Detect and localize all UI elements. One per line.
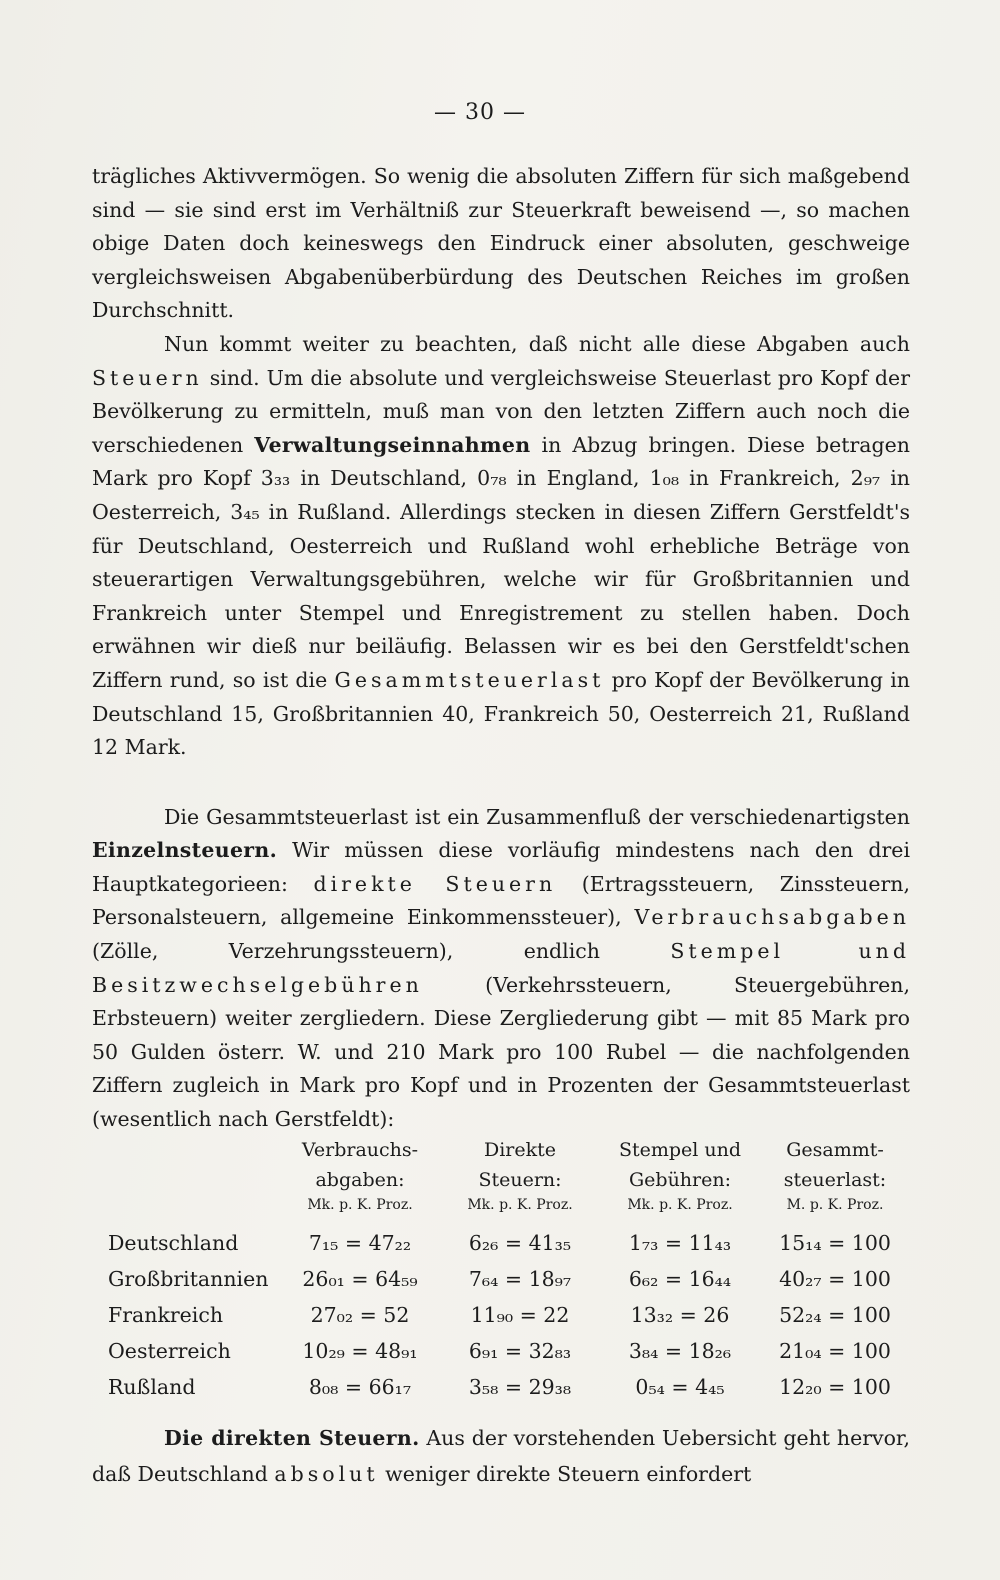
row-value: 21₀₄ = 100 <box>779 1339 891 1363</box>
table-header-row <box>100 1135 910 1197</box>
text-run: Aus der vorstehenden Uebersicht geht hervor, daß Deutschland <box>92 1426 910 1486</box>
row-country: Deutschland <box>108 1231 239 1255</box>
tax-table <box>100 1135 910 1405</box>
table-header: Verbrauchs-abgaben: <box>301 1139 419 1191</box>
row-country: Großbritannien <box>108 1267 269 1291</box>
table-header: Direkte Steuern: <box>478 1139 562 1191</box>
row-value: 0₅₄ = 4₄₅ <box>635 1375 725 1399</box>
spaced-emphasis: Stempel und Besitzwechselgebühren <box>92 939 910 997</box>
row-value: 40₂₇ = 100 <box>779 1267 891 1291</box>
row-value: 11₉₀ = 22 <box>470 1303 570 1327</box>
spaced-emphasis: Gesammtsteuerlast <box>334 667 605 692</box>
text-run: Die Gesammtsteuerlast ist ein Zusammenfluß der verschiedenartigsten <box>164 804 910 829</box>
row-value: 7₁₅ = 47₂₂ <box>308 1231 412 1255</box>
text-run: sind. Um die absolute und vergleichsweise Steuerlast pro Kopf der Bevölkerung zu ermitteln, muß man von den letzten Ziffern auch noch die verschiedenen <box>92 365 910 457</box>
table-row <box>100 1261 910 1297</box>
page-number: — 30 — <box>434 100 526 125</box>
row-value: 13₃₂ = 26 <box>630 1303 730 1327</box>
row-value: 3₈₄ = 18₂₆ <box>628 1339 732 1363</box>
row-country: Oesterreich <box>108 1339 231 1363</box>
paragraph-1: trägliches Aktivvermögen. So wenig die absoluten Ziffern für sich maßgebend sind — sie sind erst im Verhältniß zur Steuerkraft beweisend —, so machen obige Daten doch keineswegs den Eindruck einer absoluten, geschweige vergleichsweisen Abgabenüberbürdung des Deutschen Reiches im großen Durchschnitt. <box>92 164 910 323</box>
table-row <box>100 1297 910 1333</box>
bold-emphasis: Einzelnsteuern. <box>92 838 278 863</box>
text-run: (Zölle, Verzehrungssteuern), endlich <box>92 939 600 964</box>
paragraph-3 <box>92 801 910 1137</box>
table-header: Gesammt-steuerlast: <box>783 1139 887 1191</box>
text-run: Nun kommt weiter zu beachten, daß nicht alle diese Abgaben auch <box>164 331 910 356</box>
table-row <box>100 1333 910 1369</box>
text-run: pro Kopf der Bevölkerung in Deutschland 15, Großbritannien 40, Frankreich 50, Oesterreich 21, Rußland 12 Mark. <box>92 667 910 760</box>
row-value: 26₀₁ = 64₅₉ <box>302 1267 418 1291</box>
text-run: Wir müssen diese vorläufig mindestens nach den drei Hauptkategorieen: <box>92 838 910 896</box>
spaced-emphasis: Steuern <box>92 365 203 390</box>
bold-emphasis: Verwaltungseinnahmen <box>254 432 531 457</box>
row-value: 27₀₂ = 52 <box>310 1303 410 1327</box>
row-value: 6₉₁ = 32₈₃ <box>468 1339 572 1363</box>
body-text <box>92 160 910 1137</box>
table-units-row <box>100 1197 910 1225</box>
row-value: 15₁₄ = 100 <box>779 1231 891 1255</box>
table-unit: Mk. p. K. Proz. <box>627 1197 733 1213</box>
spaced-emphasis: absolut <box>274 1462 379 1486</box>
text-run: weniger direkte Steuern einfordert <box>385 1462 752 1486</box>
table-header: Stempel und Gebühren: <box>618 1139 742 1191</box>
spaced-emphasis: direkte Steuern <box>313 871 557 896</box>
row-value: 52₂₄ = 100 <box>779 1303 891 1327</box>
row-value: 6₂₆ = 41₃₅ <box>468 1231 572 1255</box>
row-value: 10₂₉ = 48₉₁ <box>302 1339 418 1363</box>
row-value: 8₀₈ = 66₁₇ <box>308 1375 412 1399</box>
row-value: 7₆₄ = 18₉₇ <box>468 1267 572 1291</box>
row-country: Frankreich <box>108 1303 224 1327</box>
table-unit: M. p. K. Proz. <box>786 1197 884 1213</box>
closing-paragraph <box>92 1420 910 1492</box>
section-heading: Die direkten Steuern. <box>164 1426 420 1450</box>
paragraph-2 <box>92 328 910 765</box>
row-value: 1₇₃ = 11₄₃ <box>628 1231 732 1255</box>
table-row <box>100 1225 910 1261</box>
row-value: 3₅₈ = 29₃₈ <box>468 1375 572 1399</box>
table-row <box>100 1369 910 1405</box>
text-run: (Verkehrssteuern, Steuergebühren, Erbsteuern) weiter zergliedern. Diese Zergliederung gibt — mit 85 Mark pro 50 Gulden österr. W. und 210 Mark pro 100 Rubel — die nachfolgenden Ziffern zugleich in Mark pro Kopf und in Prozenten der Gesammtsteuerlast (wesentlich nach Gerstfeldt): <box>92 972 910 1132</box>
table-unit: Mk. p. K. Proz. <box>467 1197 573 1213</box>
table-unit: Mk. p. K. Proz. <box>307 1197 413 1213</box>
spaced-emphasis: Verbrauchsabgaben <box>634 905 910 930</box>
row-value: 12₂₀ = 100 <box>779 1375 891 1399</box>
row-country: Rußland <box>108 1375 196 1399</box>
text-run: in Abzug bringen. Diese betragen Mark pro Kopf 3₃₃ in Deutschland, 0₇₈ in England, 1₀₈ in Frankreich, 2₉₇ in Oesterreich, 3₄₅ in Rußland. Allerdings stecken in diesen Ziffern Gerstfeldt's für Deutschland, Oesterreich und Rußland wohl erhebliche Beträge von steuerartigen Verwaltungsgebühren, welche wir für Großbritannien und Frankreich unter Stempel und Enregistrement zu stellen haben. Doch erwähnen wir dieß nur beiläufig. Belassen wir es bei den Gerstfeldt'schen Ziffern rund, so ist die <box>92 432 910 692</box>
text-run: (Ertragssteuern, Zinssteuern, Personalsteuern, allgemeine Einkommenssteuer), <box>92 871 910 930</box>
row-value: 6₆₂ = 16₄₄ <box>628 1267 732 1291</box>
